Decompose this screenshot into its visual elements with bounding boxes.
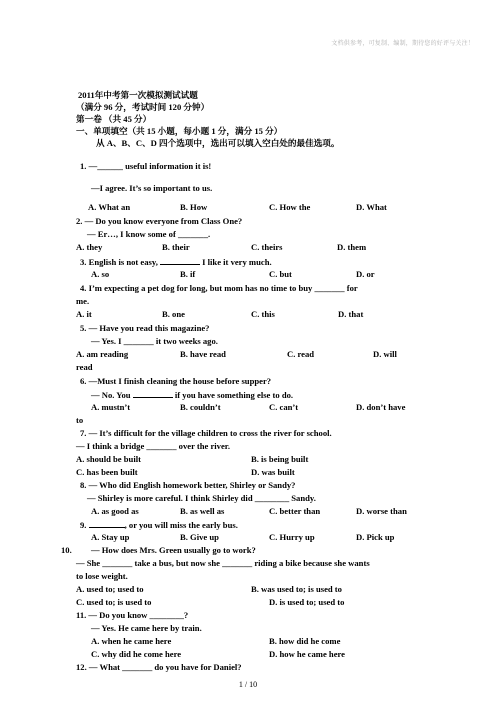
q6-reply — [91, 389, 293, 400]
q3-stem — [80, 256, 272, 267]
q4-option-d: D. that — [338, 309, 364, 319]
q6-option-c: C. can’t — [269, 402, 299, 412]
section-instruction: 从 A、B、C、D 四个选项中，选出可以填入空白处的最佳选项。 — [96, 138, 340, 148]
q4-option-b: B. one — [162, 309, 185, 319]
exam-title: 2011年中考第一次模拟测试试题 — [78, 90, 198, 100]
q1-option-b: B. How — [180, 202, 208, 212]
q3-option-a: A. so — [91, 269, 110, 279]
q2-option-b: B. their — [162, 242, 190, 252]
q7-reply: — I think a bridge _______ over the river. — [76, 441, 230, 451]
q1-option-c: C. How the — [269, 202, 311, 212]
q3-option-b: B. if — [180, 269, 196, 279]
q6-option-d-continued: to — [76, 415, 84, 425]
q10-option-d: D. is used to; used to — [269, 597, 345, 607]
q3-blank — [160, 256, 200, 265]
q8-reply: — Shirley is more careful. I think Shirley did ________ Sandy. — [87, 493, 316, 503]
part-heading: 第一卷 （共 45 分） — [76, 114, 152, 124]
q2-option-c: C. theirs — [251, 242, 283, 252]
q11-stem: 11. — Do you know ________? — [76, 610, 189, 620]
q7-option-d: D. was built — [251, 467, 295, 477]
q5-option-c: C. read — [287, 349, 315, 359]
q11-option-b: B. how did he come — [269, 636, 341, 646]
q12-stem: 12. — What _______ do you have for Daniel? — [76, 662, 242, 672]
q9-stem — [80, 519, 238, 530]
header-note: 文档供参考，可复制、编制，期待您的好评与关注！ — [331, 41, 474, 47]
q5-option-d-continued: read — [76, 362, 93, 372]
q1-stem: 1. —______ useful information it is! — [80, 161, 212, 171]
q9-blank — [89, 519, 125, 528]
q10-reply-continued: to lose weight. — [76, 571, 128, 581]
q4-stem: 4. I’m expecting a pet dog for long, but mom has no time to buy _______ for — [80, 283, 358, 293]
q7-option-a: A. should be built — [76, 454, 141, 464]
q5-option-d: D. will — [373, 349, 397, 359]
page-number: 1 / 10 — [238, 680, 258, 689]
q8-stem: 8. — Who did English homework better, Shirley or Sandy? — [80, 480, 296, 490]
q6-stem: 6. —Must I finish cleaning the house before supper? — [80, 376, 272, 386]
q3-option-d: D. or — [356, 269, 375, 279]
q7-stem: 7. — It’s difficult for the village children to cross the river for school. — [80, 428, 332, 438]
q6-option-d: D. don’t have — [356, 402, 406, 412]
q9-option-a: A. Stay up — [91, 532, 130, 542]
q9-stem-end: , or you will miss the early bus. — [124, 520, 238, 530]
q10-option-b: B. was used to; is used to — [251, 584, 342, 594]
q2-option-d: D. them — [337, 242, 367, 252]
q8-option-c: C. better than — [269, 506, 321, 516]
q11-option-c: C. why did he come here — [91, 649, 182, 659]
q10-stem: — How does Mrs. Green usually go to work? — [91, 545, 256, 555]
q7-option-b: B. is being built — [251, 454, 309, 464]
q3-stem-start: 3. English is not easy, — [80, 257, 158, 267]
q8-option-b: B. as well as — [180, 506, 225, 516]
q5-stem: 5. — Have you read this magazine? — [80, 323, 210, 333]
q9-option-c: C. Hurry up — [269, 532, 315, 542]
q2-option-a: A. they — [76, 242, 103, 252]
q10-reply: — She _______ take a bus, but now she _______ riding a bike because she wants — [76, 558, 370, 568]
q10-option-c: C. used to; is used to — [76, 597, 152, 607]
q10-number: 10. — [61, 545, 72, 555]
q5-option-a: A. am reading — [76, 349, 129, 359]
section-heading: 一、单项填空（共 15 小题，每小题 1 分，满分 15 分） — [76, 126, 283, 136]
exam-meta: （满分 96 分，考试时间 120 分钟） — [76, 102, 210, 112]
q6-option-b: B. couldn’t — [180, 402, 221, 412]
q9-option-d: D. Pick up — [356, 532, 395, 542]
q1-option-d: D. What — [356, 202, 387, 212]
q9-number: 9. — [80, 520, 87, 530]
q4-option-c: C. this — [251, 309, 275, 319]
q6-blank — [133, 389, 173, 398]
q11-reply: — Yes. He came here by train. — [91, 623, 202, 633]
q1-reply: —I agree. It’s so important to us. — [91, 183, 213, 193]
q2-reply: — Er…, I know some of _______. — [87, 229, 211, 239]
q10-option-a: A. used to; used to — [76, 584, 144, 594]
q8-option-d: D. worse than — [356, 506, 407, 516]
q6-reply-end: if you have something else to do. — [174, 390, 294, 400]
q4-option-a: A. it — [76, 309, 92, 319]
q8-option-a: A. as good as — [91, 506, 139, 516]
q3-stem-end: I like it very much. — [202, 257, 272, 267]
q9-option-b: B. Give up — [180, 532, 219, 542]
q11-option-d: D. how he came here — [269, 649, 345, 659]
q3-option-c: C. but — [269, 269, 292, 279]
q6-option-a: A. mustn’t — [91, 402, 131, 412]
q4-stem-continued: me. — [76, 296, 90, 306]
q5-option-b: B. have read — [180, 349, 226, 359]
q1-option-a: A. What an — [88, 202, 131, 212]
q7-option-c: C. has been built — [76, 467, 138, 477]
q2-stem: 2. — Do you know everyone from Class One? — [76, 216, 243, 226]
q5-reply: — Yes. I _______ it two weeks ago. — [91, 336, 218, 346]
q6-reply-start: — No. You — [91, 390, 131, 400]
q11-option-a: A. when he came here — [91, 636, 172, 646]
